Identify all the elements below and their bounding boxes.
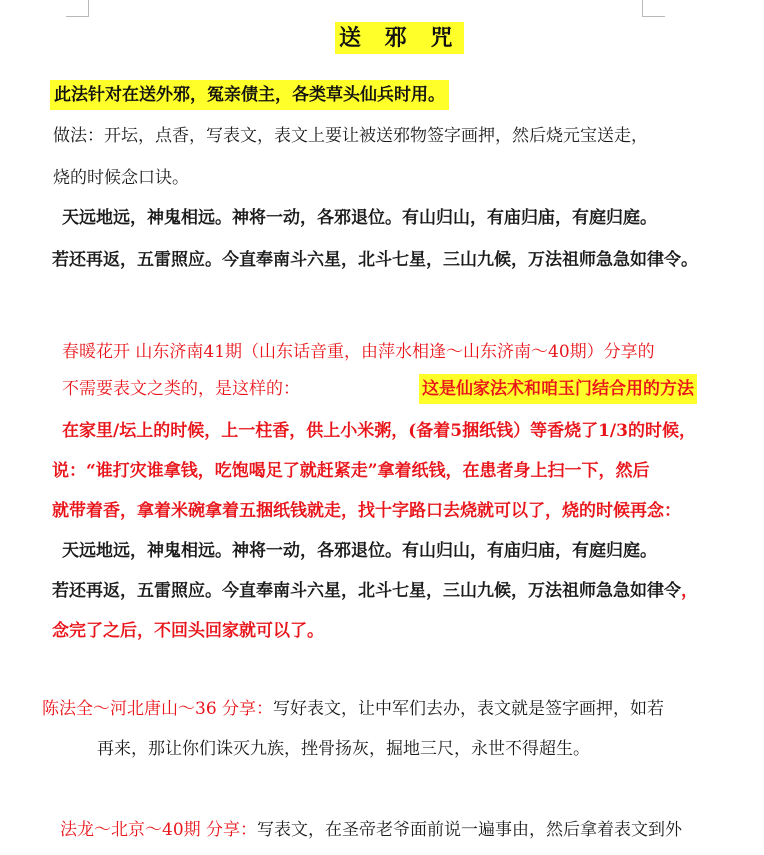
share3-text-1: 写表文，在圣帝老爷面前说一遍事由，然后拿着表文到外 bbox=[257, 820, 683, 840]
method-line-2: 烧的时候念口诀。 bbox=[53, 168, 189, 188]
share1-body-3: 就带着香，拿着米碗拿着五捆纸钱就走，找十字路口去烧就可以了，烧的时候再念： bbox=[52, 501, 681, 521]
document-title: 送 邪 咒 bbox=[335, 22, 464, 54]
share3-line-1 bbox=[60, 818, 682, 842]
share1-line-2: 不需要表文之类的，是这样的： bbox=[62, 379, 300, 399]
share1-chant-line-1: 天远地远，神鬼相远。神将一动，各邪退位。有山归山，有庙归庙，有庭归庭。 bbox=[62, 541, 657, 561]
share1-body-1: 在家里/坛上的时候，上一柱香，供上小米粥，(备着5捆纸钱）等香烧了1/3的时候， bbox=[62, 421, 696, 441]
chant-line-2: 若还再返，五雷照应。今直奉南斗六星，北斗七星，三山九候，万法祖师急急如律令。 bbox=[52, 250, 698, 270]
page-corner-mark-right bbox=[642, 0, 665, 17]
share1-highlight: 这是仙家法术和咱玉门结合用的方法 bbox=[419, 374, 697, 404]
share1-header: 春暖花开 山东济南41期（山东话音重，由萍水相逢～山东济南～40期）分享的 bbox=[62, 342, 655, 362]
share1-body-2: 说：“谁打灾谁拿钱，吃饱喝足了就赶紧走”拿着纸钱，在患者身上扫一下，然后 bbox=[52, 461, 650, 481]
page-corner-mark-left bbox=[66, 0, 89, 17]
share1-chant-tail: ， bbox=[681, 581, 698, 601]
share2-text-1: 写好表文，让中军们去办，表文就是签字画押，如若 bbox=[273, 699, 665, 719]
share1-chant-line-2-text: 若还再返，五雷照应。今直奉南斗六星，北斗七星，三山九候，万法祖师急急如律令 bbox=[52, 581, 681, 601]
method-line-1: 做法：开坛，点香，写表文，表文上要让被送邪物签字画押，然后烧元宝送走， bbox=[53, 126, 648, 146]
share2-source: 陈法全～河北唐山～36 分享： bbox=[42, 699, 274, 719]
share2-line-2: 再来，那让你们诛灭九族，挫骨扬灰，掘地三尺，永世不得超生。 bbox=[97, 739, 590, 759]
share1-ending: 念完了之后，不回头回家就可以了。 bbox=[52, 621, 324, 641]
chant-line-1: 天远地远，神鬼相远。神将一动，各邪退位。有山归山，有庙归庙，有庭归庭。 bbox=[62, 208, 657, 228]
intro-highlight: 此法针对在送外邪，冤亲债主，各类草头仙兵时用。 bbox=[50, 80, 449, 110]
share3-source: 法龙～北京～40期 分享： bbox=[60, 820, 258, 840]
share2-line-1 bbox=[42, 697, 664, 721]
share1-chant-line-2 bbox=[52, 579, 698, 603]
